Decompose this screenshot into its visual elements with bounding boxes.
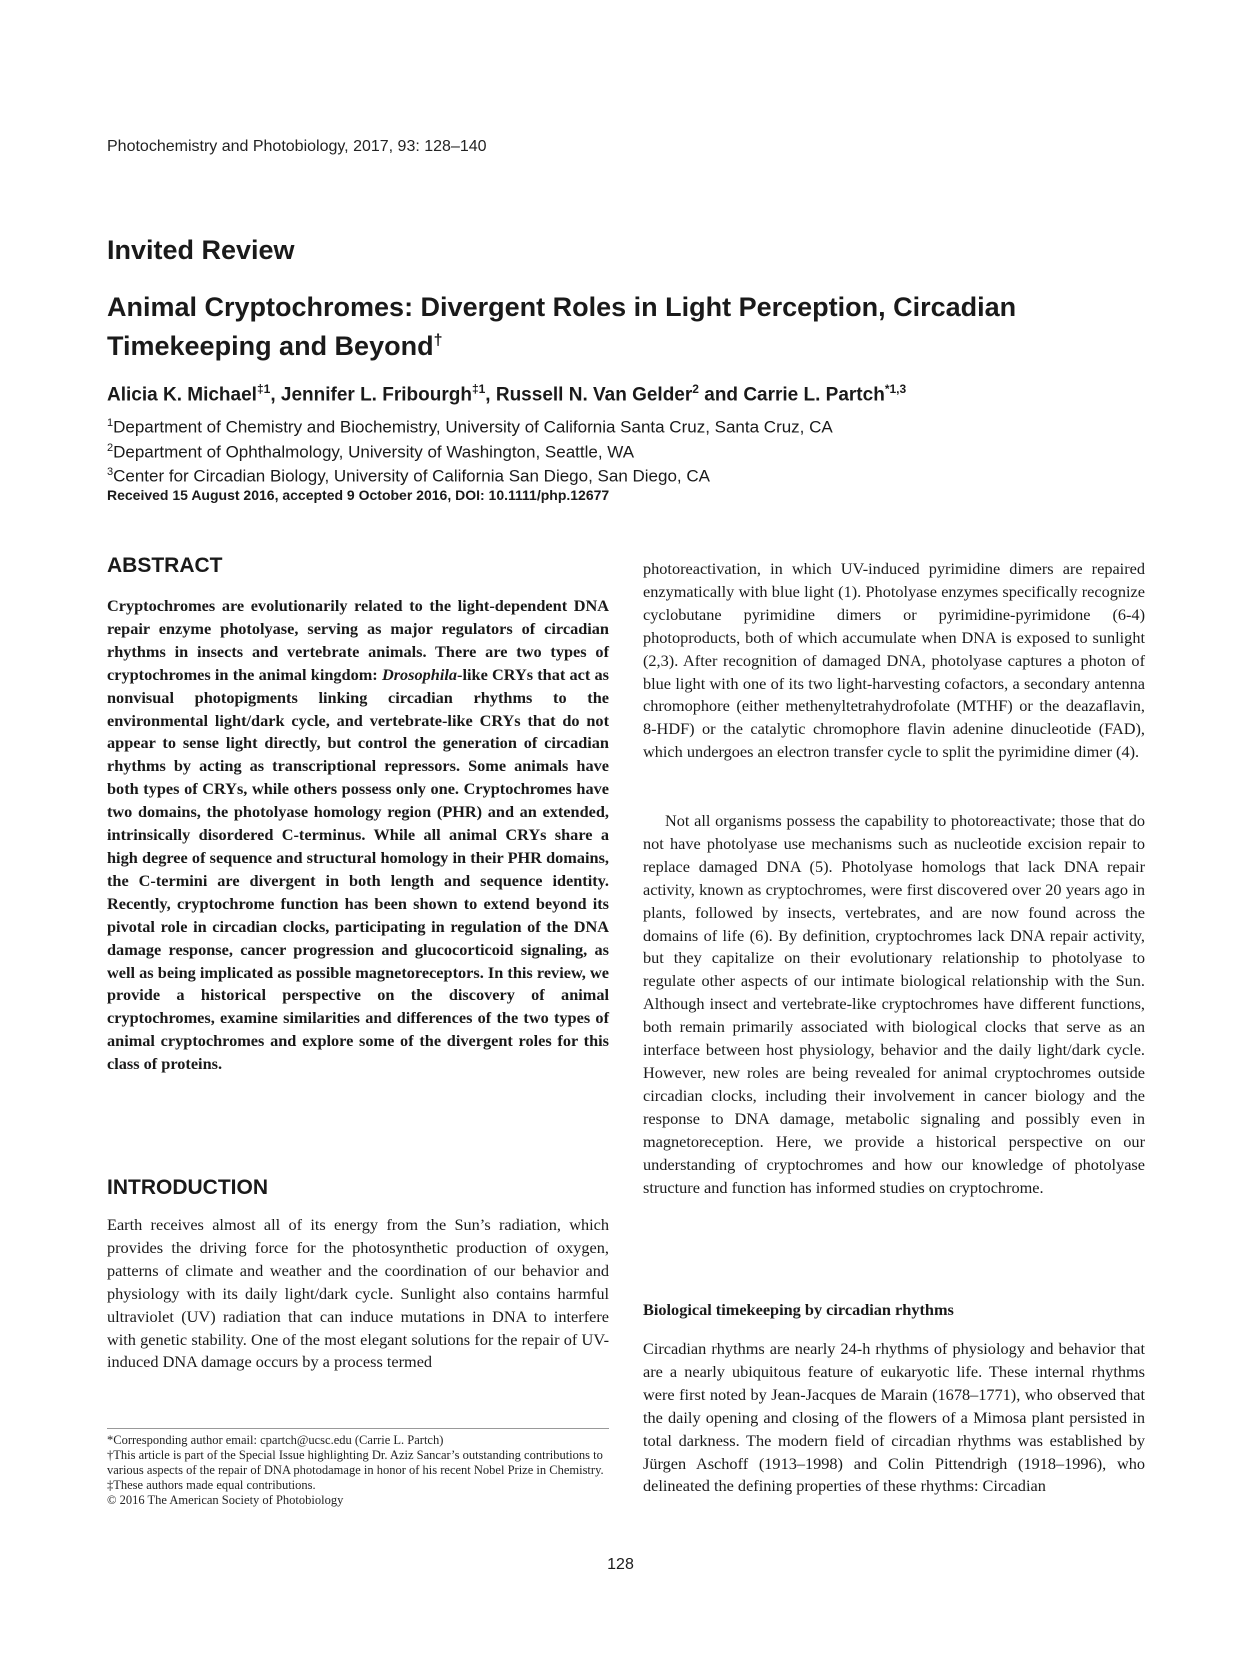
author: Alicia K. Michael [107, 384, 257, 406]
footnote: *Corresponding author email: cpartch@ucsc.edu (Carrie L. Partch) [107, 1433, 444, 1447]
affiliation-list [107, 413, 833, 487]
abstract-text-part: -like CRYs that act as nonvisual photopigments linking circadian rhythms to the environmental light/dark cycle, and vertebrate-like CRYs that do not appear to sense light directly, but control the generation of circadian rhythms by acting as transcriptional repressors. Some animals have both types of CRYs, while others possess only one. Cryptochromes have two domains, the photolyase homology region (PHR) and an extended, intrinsically disordered C-terminus. While all animal CRYs share a high degree of sequence and structural homology in their PHR domains, the C-termini are divergent in both length and sequence identity. Recently, cryptochrome function has been shown to extend beyond its pivotal role in circadian clocks, participating in regulation of the DNA damage response, cancer progression and glucocorticoid signaling, as well as being implicated as possible magnetoreceptors. In this review, we provide a historical perspective on the discovery of animal cryptochromes, examine similarities and differences of the two types of animal cryptochromes and explore some of the divergent roles for this class of proteins. [107, 664, 609, 1074]
affiliation-number: 1 [107, 417, 114, 429]
title-footnote-mark: † [433, 332, 443, 349]
author-separator: and [698, 384, 744, 406]
author-separator: , [485, 384, 496, 406]
subsection-heading: Biological timekeeping by circadian rhythms [643, 1300, 954, 1319]
abstract-text-part: Cryptochromes are evolutionarily related to the light-dependent DNA repair enzyme photolyase, serving as major regulators of circadian rhythms in insects and vertebrate animals. There are two types of cryptochromes in the animal kingdom: [107, 596, 609, 684]
page-number: 128 [607, 1556, 634, 1573]
affiliation-number: 2 [107, 441, 114, 454]
author-affiliation-mark: 2 [692, 382, 699, 396]
introduction-body: Earth receives almost all of its energy from the Sun’s radiation, which provides the driving force for the photosynthetic production of oxygen, patterns of climate and weather and the coordination of our behavior and physiology with its daily light/dark cycle. Sunlight also contains harmful ultraviolet (UV) radiation that can induce mutations in DNA to interfere with genetic stability. One of the most elegant solutions for the repair of UV-induced DNA damage occurs by a process termed [107, 1215, 609, 1372]
affiliation-text: Department of Ophthalmology, University of Washington, Seattle, WA [113, 442, 635, 462]
article-title [107, 290, 1147, 363]
abstract-heading: ABSTRACT [107, 554, 223, 577]
journal-citation: Photochemistry and Photobiology, 2017, 93: 128–140 [107, 138, 487, 155]
section-label: Invited Review [107, 235, 295, 265]
author: Carrie L. Partch [743, 384, 885, 406]
footnote: †This article is part of the Special Issue highlighting Dr. Aziz Sancar’s outstanding contributions to various aspects of the repair of DNA photodamage in honor of his recent Nobel Prize in Chemistry. [107, 1448, 604, 1477]
footnote: © 2016 The American Society of Photobiology [107, 1493, 344, 1507]
body-paragraph: Not all organisms possess the capability to photoreactivate; those that do not have photolyase use mechanisms such as nucleotide excision repair to replace damaged DNA (5). Photolyase homologs that lack DNA repair activity, known as cryptochromes, were first discovered over 20 years ago in plants, followed by insects, vertebrates, and are now found across the domains of life (6). By definition, cryptochromes lack DNA repair activity, but they capitalize on their evolutionary relationship to photolyase to regulate other aspects of our intimate biological relationship with the Sun. Although insect and vertebrate-like cryptochromes have different functions, both remain primarily associated with biological clocks that serve as an interface between host physiology, behavior and the daily light/dark cycle. However, new roles are being revealed for animal cryptochromes outside circadian clocks, including their involvement in cancer biology and the response to DNA damage, metabolic signaling and possibly even in magnetoreception. Here, we provide a historical perspective on our understanding of cryptochromes and how our knowledge of photolyase structure and function has informed studies on cryptochrome. [643, 811, 1145, 1197]
author-list [107, 382, 906, 406]
author-affiliation-mark: ‡1 [256, 382, 271, 396]
abstract-italic-term: Drosophila [381, 664, 458, 684]
received-dates-doi: Received 15 August 2016, accepted 9 October 2016, DOI: 10.1111/php.12677 [107, 487, 610, 503]
affiliation [107, 413, 833, 438]
author: Jennifer L. Fribourgh [280, 384, 472, 406]
affiliation-number: 3 [107, 466, 114, 479]
author-affiliation-mark: *1,3 [884, 382, 907, 396]
affiliation [107, 438, 833, 463]
body-paragraph: photoreactivation, in which UV-induced pyrimidine dimers are repaired enzymatically with blue light (1). Photolyase enzymes specifically recognize cyclobutane pyrimidine dimers or pyrimidine-pyrimidone (6-4) photoproducts, both of which accumulate when DNA is exposed to sunlight (2,3). After recognition of damaged DNA, photolyase captures a photon of blue light with one of its two light-harvesting cofactors, a secondary antenna chromophore (either methenyltetrahydrofolate (MTHF) or the deazaflavin, 8-HDF) or the catalytic chromophore flavin adenine dinucleotide (FAD), which undergoes an electron transfer cycle to split the pyrimidine dimer (4). [643, 559, 1145, 762]
footnotes [107, 1433, 609, 1508]
affiliation-text: Department of Chemistry and Biochemistry, University of California Santa Cruz, Santa Cruz, CA [113, 417, 833, 437]
introduction-heading: INTRODUCTION [107, 1176, 268, 1199]
affiliation [107, 462, 833, 487]
abstract-body [107, 595, 609, 1076]
author-separator: , [270, 384, 281, 406]
footnote: ‡These authors made equal contributions. [107, 1478, 316, 1492]
affiliation-text: Center for Circadian Biology, University of California San Diego, San Diego, CA [113, 466, 710, 486]
author-affiliation-mark: ‡1 [471, 382, 486, 396]
footnote-divider [107, 1428, 609, 1429]
title-text: Animal Cryptochromes: Divergent Roles in Light Perception, Circadian Timekeeping and Beyond [107, 292, 1017, 361]
body-paragraph: Circadian rhythms are nearly 24-h rhythms of physiology and behavior that are a nearly ubiquitous feature of eukaryotic life. These internal rhythms were first noted by Jean-Jacques de Marain (1678–1771), who observed that the daily opening and closing of the flowers of a Mimosa plant persisted in total darkness. The modern field of circadian rhythms was established by Jürgen Aschoff (1913–1998) and Colin Pittendrigh (1918–1996), who delineated the defining properties of these rhythms: Circadian [643, 1339, 1145, 1496]
author: Russell N. Van Gelder [495, 384, 693, 406]
